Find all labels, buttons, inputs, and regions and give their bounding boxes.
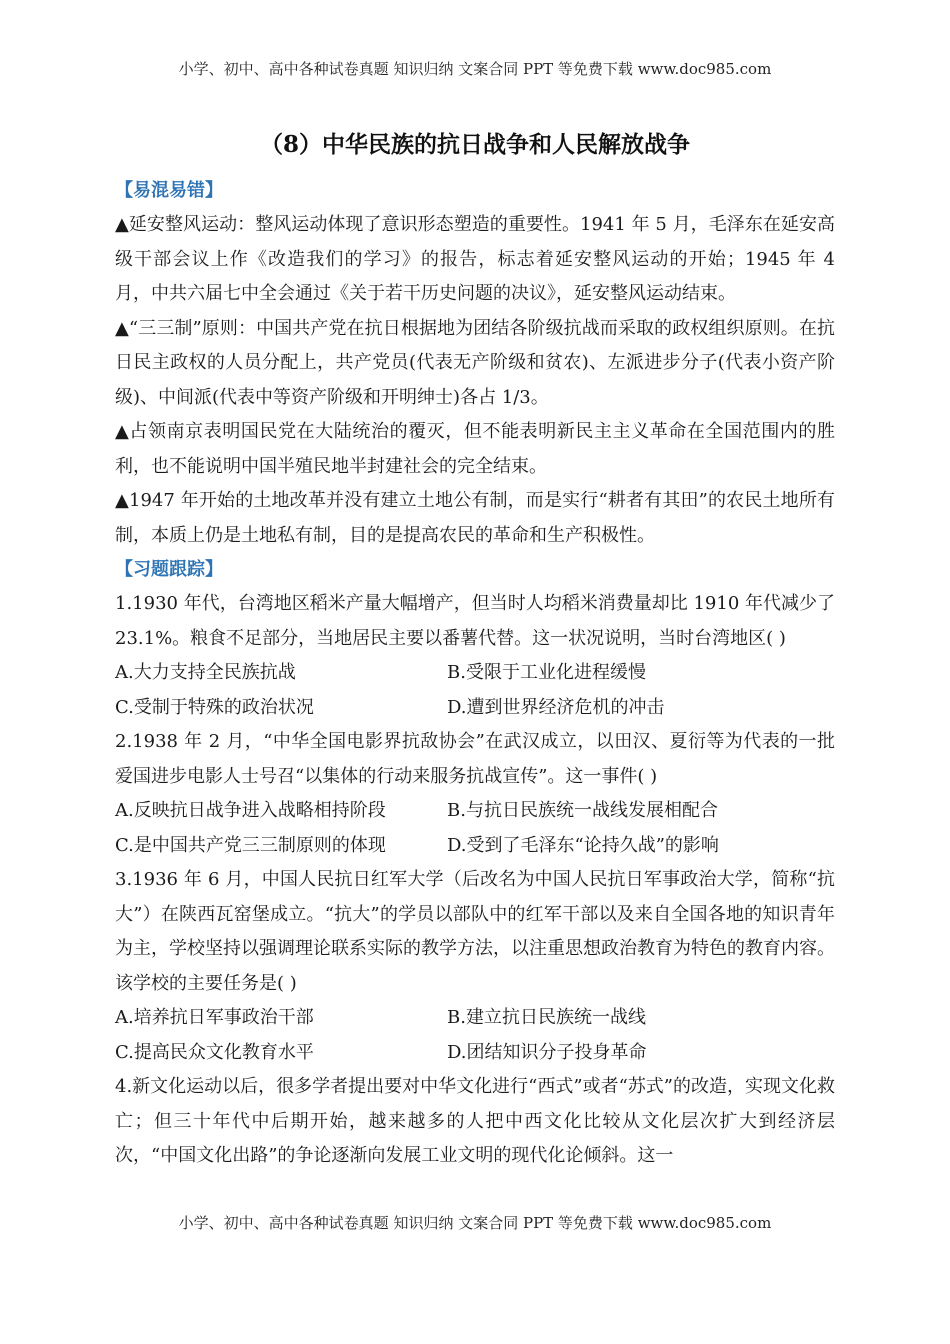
option-row [115, 656, 835, 691]
question-2 [115, 725, 835, 863]
question-stem: 2.1938 年 2 月，“中华全国电影界抗敌协会”在武汉成立，以田汉、夏衍等为代表的一批爱国进步电影人士号召“以集体的行动来服务抗战宣传”。这一事件( ) [115, 731, 835, 787]
question-4-stem: 4.新文化运动以后，很多学者提出要对中华文化进行“西式”或者“苏式”的改造，实现文化救亡；但三十年代中后期开始，越来越多的人把中西文化比较从文化层次扩大到经济层次，“中国文化出路”的争论逐渐向发展工业文明的现代化论倾斜。这一 [115, 1076, 835, 1166]
page-footer: 小学、初中、高中各种试卷真题 知识归纳 文案合同 PPT 等免费下载 www.doc985.com [178, 1214, 772, 1232]
option-b[interactable]: B.与抗日民族统一战线发展相配合 [447, 800, 718, 821]
option-b[interactable]: B.受限于工业化进程缓慢 [447, 662, 646, 683]
option-b[interactable]: B.建立抗日民族统一战线 [447, 1007, 646, 1028]
point-paragraph: ▲延安整风运动：整风运动体现了意识形态塑造的重要性。1941 年 5 月，毛泽东在延安高级干部会议上作《改造我们的学习》的报告，标志着延安整风运动的开始；1945 年 4 月，中共六届七中全会通过《关于若干历史问题的决议》，延安整风运动结束。 [115, 214, 835, 304]
question-stem: 1.1930 年代，台湾地区稻米产量大幅增产，但当时人均稻米消费量却比 1910 年代减少了 23.1%。粮食不足部分，当地居民主要以番薯代替。这一状况说明，当时台湾地区( ) [115, 593, 835, 649]
document-body [115, 128, 835, 1174]
option-row [115, 1036, 835, 1071]
option-row [115, 691, 835, 726]
option-d[interactable]: D.团结知识分子投身革命 [447, 1041, 647, 1063]
option-d[interactable]: D.受到了毛泽东“论持久战”的影响 [447, 834, 719, 856]
question-stem: 3.1936 年 6 月，中国人民抗日红军大学（后改名为中国人民抗日军事政治大学，简称“抗大”）在陕西瓦窑堡成立。“抗大”的学员以部队中的红军干部以及来自全国各地的知识青年为主，学校坚持以强调理论联系实际的教学方法，以注重思想政治教育为特色的教育内容。该学校的主要任务是( ) [115, 869, 835, 994]
option-a[interactable]: A.培养抗日军事政治干部 [115, 1007, 314, 1028]
page-title: （8）中华民族的抗日战争和人民解放战争 [259, 131, 690, 158]
section-heading-mistakes: 【易混易错】 [115, 180, 223, 201]
question-3 [115, 863, 835, 1070]
option-c[interactable]: C.提高民众文化教育水平 [115, 1041, 314, 1063]
section-heading-exercises: 【习题跟踪】 [115, 559, 223, 580]
point-paragraph: ▲“三三制”原则：中国共产党在抗日根据地为团结各阶级抗战而采取的政权组织原则。在抗日民主政权的人员分配上，共产党员(代表无产阶级和贫农)、左派进步分子(代表小资产阶级)、中间派(代表中等资产阶级和开明绅士)各占 1/3。 [115, 317, 835, 408]
point-paragraph: ▲占领南京表明国民党在大陆统治的覆灭，但不能表明新民主主义革命在全国范围内的胜利，也不能说明中国半殖民地半封建社会的完全结束。 [115, 421, 835, 477]
option-c[interactable]: C.受制于特殊的政治状况 [115, 696, 314, 718]
option-row [115, 829, 835, 864]
page-header: 小学、初中、高中各种试卷真题 知识归纳 文案合同 PPT 等免费下载 www.doc985.com [178, 60, 772, 78]
point-paragraph: ▲1947 年开始的土地改革并没有建立土地公有制，而是实行“耕者有其田”的农民土地所有制，本质上仍是土地私有制，目的是提高农民的革命和生产积极性。 [115, 490, 835, 546]
option-d[interactable]: D.遭到世界经济危机的冲击 [447, 696, 665, 718]
option-row [115, 794, 835, 829]
option-a[interactable]: A.反映抗日战争进入战略相持阶段 [115, 800, 386, 821]
question-1 [115, 587, 835, 725]
option-c[interactable]: C.是中国共产党三三制原则的体现 [115, 834, 386, 856]
option-row [115, 1001, 835, 1036]
option-a[interactable]: A.大力支持全民族抗战 [115, 662, 296, 683]
